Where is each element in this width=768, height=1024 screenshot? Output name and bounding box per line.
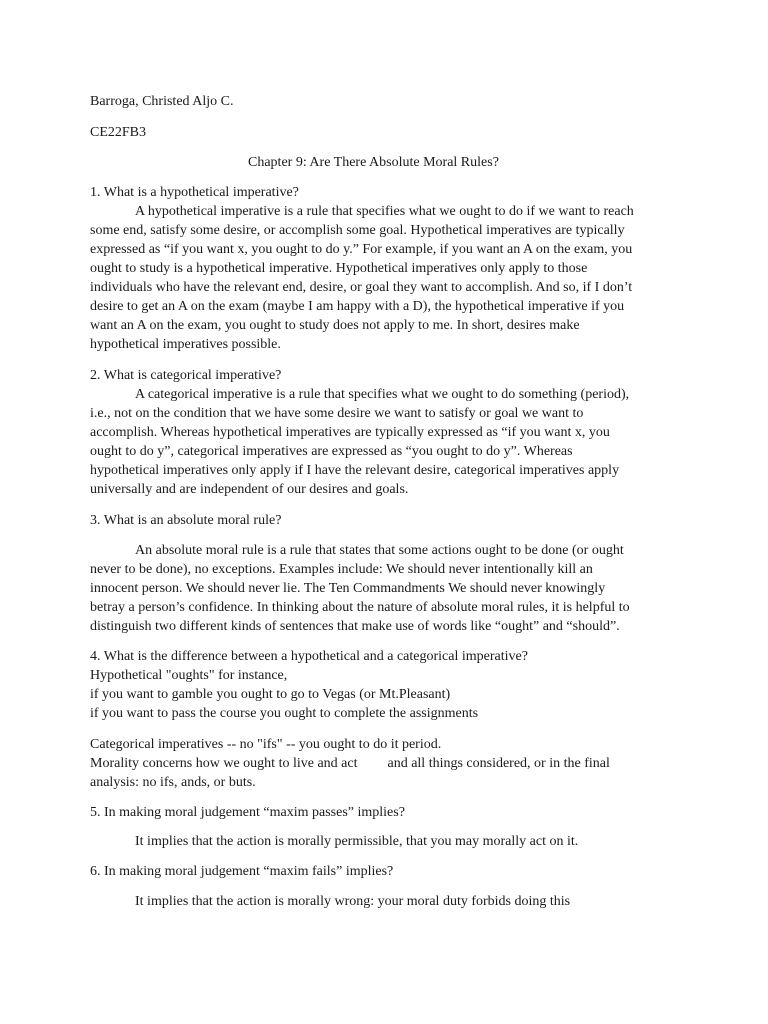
answer-1-line: ought to study is a hypothetical imperative. Hypothetical imperatives only apply to those: [90, 261, 588, 276]
answer-1-line: hypothetical imperatives possible.: [90, 337, 281, 352]
question-6: 6. In making moral judgement “maxim fails” implies?: [90, 864, 394, 879]
question-1: 1. What is a hypothetical imperative?: [90, 185, 299, 200]
answer-4-line: Hypothetical "oughts" for instance,: [90, 668, 288, 683]
answer-1-line: individuals who have the relevant end, desire, or goal they want to accomplish. And so, if I don’t: [90, 280, 633, 295]
answer-2-line: i.e., not on the condition that we have some desire we want to satisfy or goal we want to: [90, 406, 584, 421]
answer-4-text: Morality concerns how we ought to live and act: [90, 756, 358, 771]
answer-2-line: accomplish. Whereas hypothetical imperatives are typically expressed as “if you want x, you: [90, 425, 610, 440]
author-name: Barroga, Christed Aljo C.: [90, 94, 234, 109]
answer-3-line: betray a person’s confidence. In thinking about the nature of absolute moral rules, it is helpful to: [90, 600, 630, 615]
answer-4-line: Categorical imperatives -- no "ifs" -- you ought to do it period.: [90, 737, 442, 752]
answer-4-line: [90, 754, 610, 773]
answer-2-line: ought to do y”, categorical imperatives are expressed as “you ought to do y”. Whereas: [90, 444, 573, 459]
answer-2-line: universally and are independent of our desires and goals.: [90, 482, 409, 497]
answer-1-line: some end, satisfy some desire, or accomplish some goal. Hypothetical imperatives are typically: [90, 223, 625, 238]
answer-4-line: if you want to gamble you ought to go to Vegas (or Mt.Pleasant): [90, 687, 451, 702]
answer-2-line: hypothetical imperatives only apply if I have the relevant desire, categorical imperatives apply: [90, 463, 620, 478]
answer-1-line: desire to get an A on the exam (maybe I am happy with a D), the hypothetical imperative if you: [90, 299, 625, 314]
answer-3-line: never to be done), no exceptions. Examples include: We should never intentionally kill an: [90, 562, 593, 577]
answer-4-text: and all things considered, or in the final: [387, 756, 610, 771]
answer-3-line: distinguish two different kinds of sentences that make use of words like “ought” and “should”.: [90, 619, 620, 634]
question-5: 5. In making moral judgement “maxim passes” implies?: [90, 805, 405, 820]
answer-1-line: A hypothetical imperative is a rule that specifies what we ought to do if we want to reach: [135, 204, 634, 219]
answer-3-line: An absolute moral rule is a rule that states that some actions ought to be done (or ought: [135, 543, 624, 558]
answer-6: It implies that the action is morally wrong: your moral duty forbids doing this: [135, 894, 571, 909]
answer-1-line: expressed as “if you want x, you ought to do y.” For example, if you want an A on the exam, you: [90, 242, 633, 257]
chapter-title: Chapter 9: Are There Absolute Moral Rules?: [248, 155, 499, 170]
question-2: 2. What is categorical imperative?: [90, 368, 282, 383]
answer-4-line: analysis: no ifs, ands, or buts.: [90, 775, 256, 790]
answer-1-line: want an A on the exam, you ought to study does not apply to me. In short, desires make: [90, 318, 580, 333]
section-code: CE22FB3: [90, 125, 147, 140]
answer-5: It implies that the action is morally permissible, that you may morally act on it.: [135, 834, 579, 849]
answer-2-line: A categorical imperative is a rule that specifies what we ought to do something (period),: [135, 387, 630, 402]
question-4: 4. What is the difference between a hypothetical and a categorical imperative?: [90, 649, 528, 664]
answer-4-line: if you want to pass the course you ought to complete the assignments: [90, 706, 479, 721]
answer-3-line: innocent person. We should never lie. The Ten Commandments We should never knowingly: [90, 581, 606, 596]
question-3: 3. What is an absolute moral rule?: [90, 513, 282, 528]
